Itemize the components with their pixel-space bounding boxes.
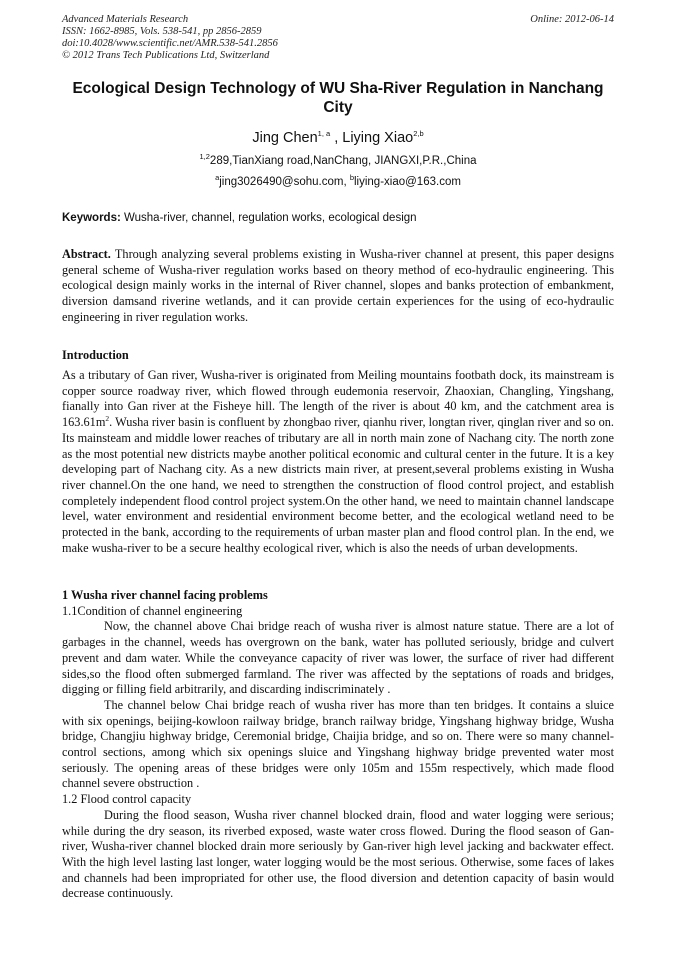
keywords xyxy=(62,211,614,226)
subsection-1-1-paragraph-1: Now, the channel above Chai bridge reach of wusha river is almost nature statue. There are a lot of garbages in the channel, weeds has overgrown on the bank, water has polluted seriously, bridge and culvert prevent and dam water. While the conveyance capacity of river was lower, the surface of river had different sides,so the flood often submerged farmland. The river was affected by the septations of roads and bridges, digging or filling field arbitrarily, and discarding indiscriminately . xyxy=(62,619,614,697)
subsection-1-2-heading: 1.2 Flood control capacity xyxy=(62,792,192,807)
copyright-line: © 2012 Trans Tech Publications Ltd, Switzerland xyxy=(62,50,270,61)
email-a: jing3026490@sohu.com, xyxy=(219,176,350,188)
affiliation-marker: 1,2 xyxy=(199,152,210,162)
introduction-paragraph xyxy=(62,368,614,556)
section-1-heading: 1 Wusha river channel facing problems xyxy=(62,588,268,602)
subsection-1-1-heading: 1.1Condition of channel engineering xyxy=(62,603,243,618)
email-a-marker: a xyxy=(215,173,220,183)
author-separator: , xyxy=(330,130,343,146)
online-date: Online: 2012-06-14 xyxy=(530,14,614,25)
issn-line: ISSN: 1662-8985, Vols. 538-541, pp 2856-2859 xyxy=(62,26,262,37)
author-1: Jing Chen xyxy=(252,130,318,146)
subsection-1-1-paragraph-2: The channel below Chai bridge reach of wusha river has more than ten bridges. It contains a sluice with six openings, beijing-kowloon railway bridge, branch railway bridge, Yingshang highway bridge, Wusha bridge, Changjiu highway bridge, Ceremonial bridge, Chaijia bridge, and so on. There were so many channel-control sections, among which six openings sluice and Yingshang highway bridge prevented water most seriously. The opening areas of these bridges were only 105m and 155m respectively, which made flood channel severe obstruction . xyxy=(62,697,614,791)
paper-title: Ecological Design Technology of WU Sha-River Regulation in Nanchang City xyxy=(72,80,604,116)
abstract xyxy=(62,247,614,326)
author-1-marker: 1, a xyxy=(317,129,331,139)
doi-line: doi:10.4028/www.scientific.net/AMR.538-541.2856 xyxy=(62,38,278,49)
running-header xyxy=(62,14,614,62)
abstract-label: Abstract. xyxy=(62,247,111,261)
keywords-text: Wusha-river, channel, regulation works, ecological design xyxy=(120,212,417,224)
email-b-marker: b xyxy=(349,173,354,183)
author-2: Liying Xiao xyxy=(342,130,414,146)
subsection-1-2-paragraph: During the flood season, Wusha river channel blocked drain, flood and water logging were serious; while during the dry season, its riverbed exposed, waste water cross flowed. During the flood season of Gan-river, Wusha-river channel blocked drain more seriously by Gan-river high level jacking and backwater effect. With the high level lasting last longer, water logging would be the most serious. Otherwise, some faces of lakes and channels had been impropriated for other use, the flood diversion and detention capacity of basin would decrease continuously. xyxy=(62,807,614,901)
author-line xyxy=(62,129,614,147)
journal-name: Advanced Materials Research xyxy=(62,14,189,25)
introduction-text-1: As a tributary of Gan river, Wusha-river is originated from Meiling mountains footbath dock, its mainstream is copper source roadway river, which flowed through eudemonia reservoir, Zhaoxian, Changling, Yingshang, fianally into Gan river at the Fisheye hill. The length of the river is about 40 km, and the catchment area is 163.61m xyxy=(62,368,614,430)
introduction-heading: Introduction xyxy=(62,348,129,362)
affiliation-text: 289,TianXiang road,NanChang, JIANGXI,P.R.,China xyxy=(209,155,477,167)
keywords-label: Keywords: xyxy=(62,212,121,224)
author-2-marker: 2,b xyxy=(413,129,424,139)
email-b: liying-xiao@163.com xyxy=(354,176,461,188)
section-1 xyxy=(62,588,614,902)
affiliation xyxy=(62,154,614,169)
introduction-text-2: . Wusha river basin is confluent by zhongbao river, qianhu river, longtan river, qinglan river and so on. Its mainsteam and middle lower reaches of tributary are all in north main zone of Nachang city. The north zone as the most potential new districts maybe another political economic and cultural center in the future. It is a key developing part of Nachang city. As a new districts main river, at present,several problems existing in Wusha river channel.On the one hand, we need to strengthen the construction of flood control project, and establish completely independent flood control project system.On the other hand, we need to maintain channel landscape level, water environment and residential environment become better, and the ecological wetland need to be protected in the bank, according to the requirements of urban master plan and flood control plan. In the end, we make wusha-river to be a secure healthy ecological river, which is also the needs of urban developments. xyxy=(62,415,614,555)
email-line xyxy=(62,175,614,190)
abstract-text: Through analyzing several problems existing in Wusha-river channel at present, this paper designs general scheme of Wusha-river regulation works based on theory method of eco-hydraulic engineering. This ecological design mainly works in the internal of River channel, slopes and banks protection of embankment, diversion damsand riverine wetlands, and it can provide certain experiences for the using of eco-hydraulic engineering in river regulation works. xyxy=(62,247,614,324)
area-unit-superscript: 2 xyxy=(105,414,110,424)
